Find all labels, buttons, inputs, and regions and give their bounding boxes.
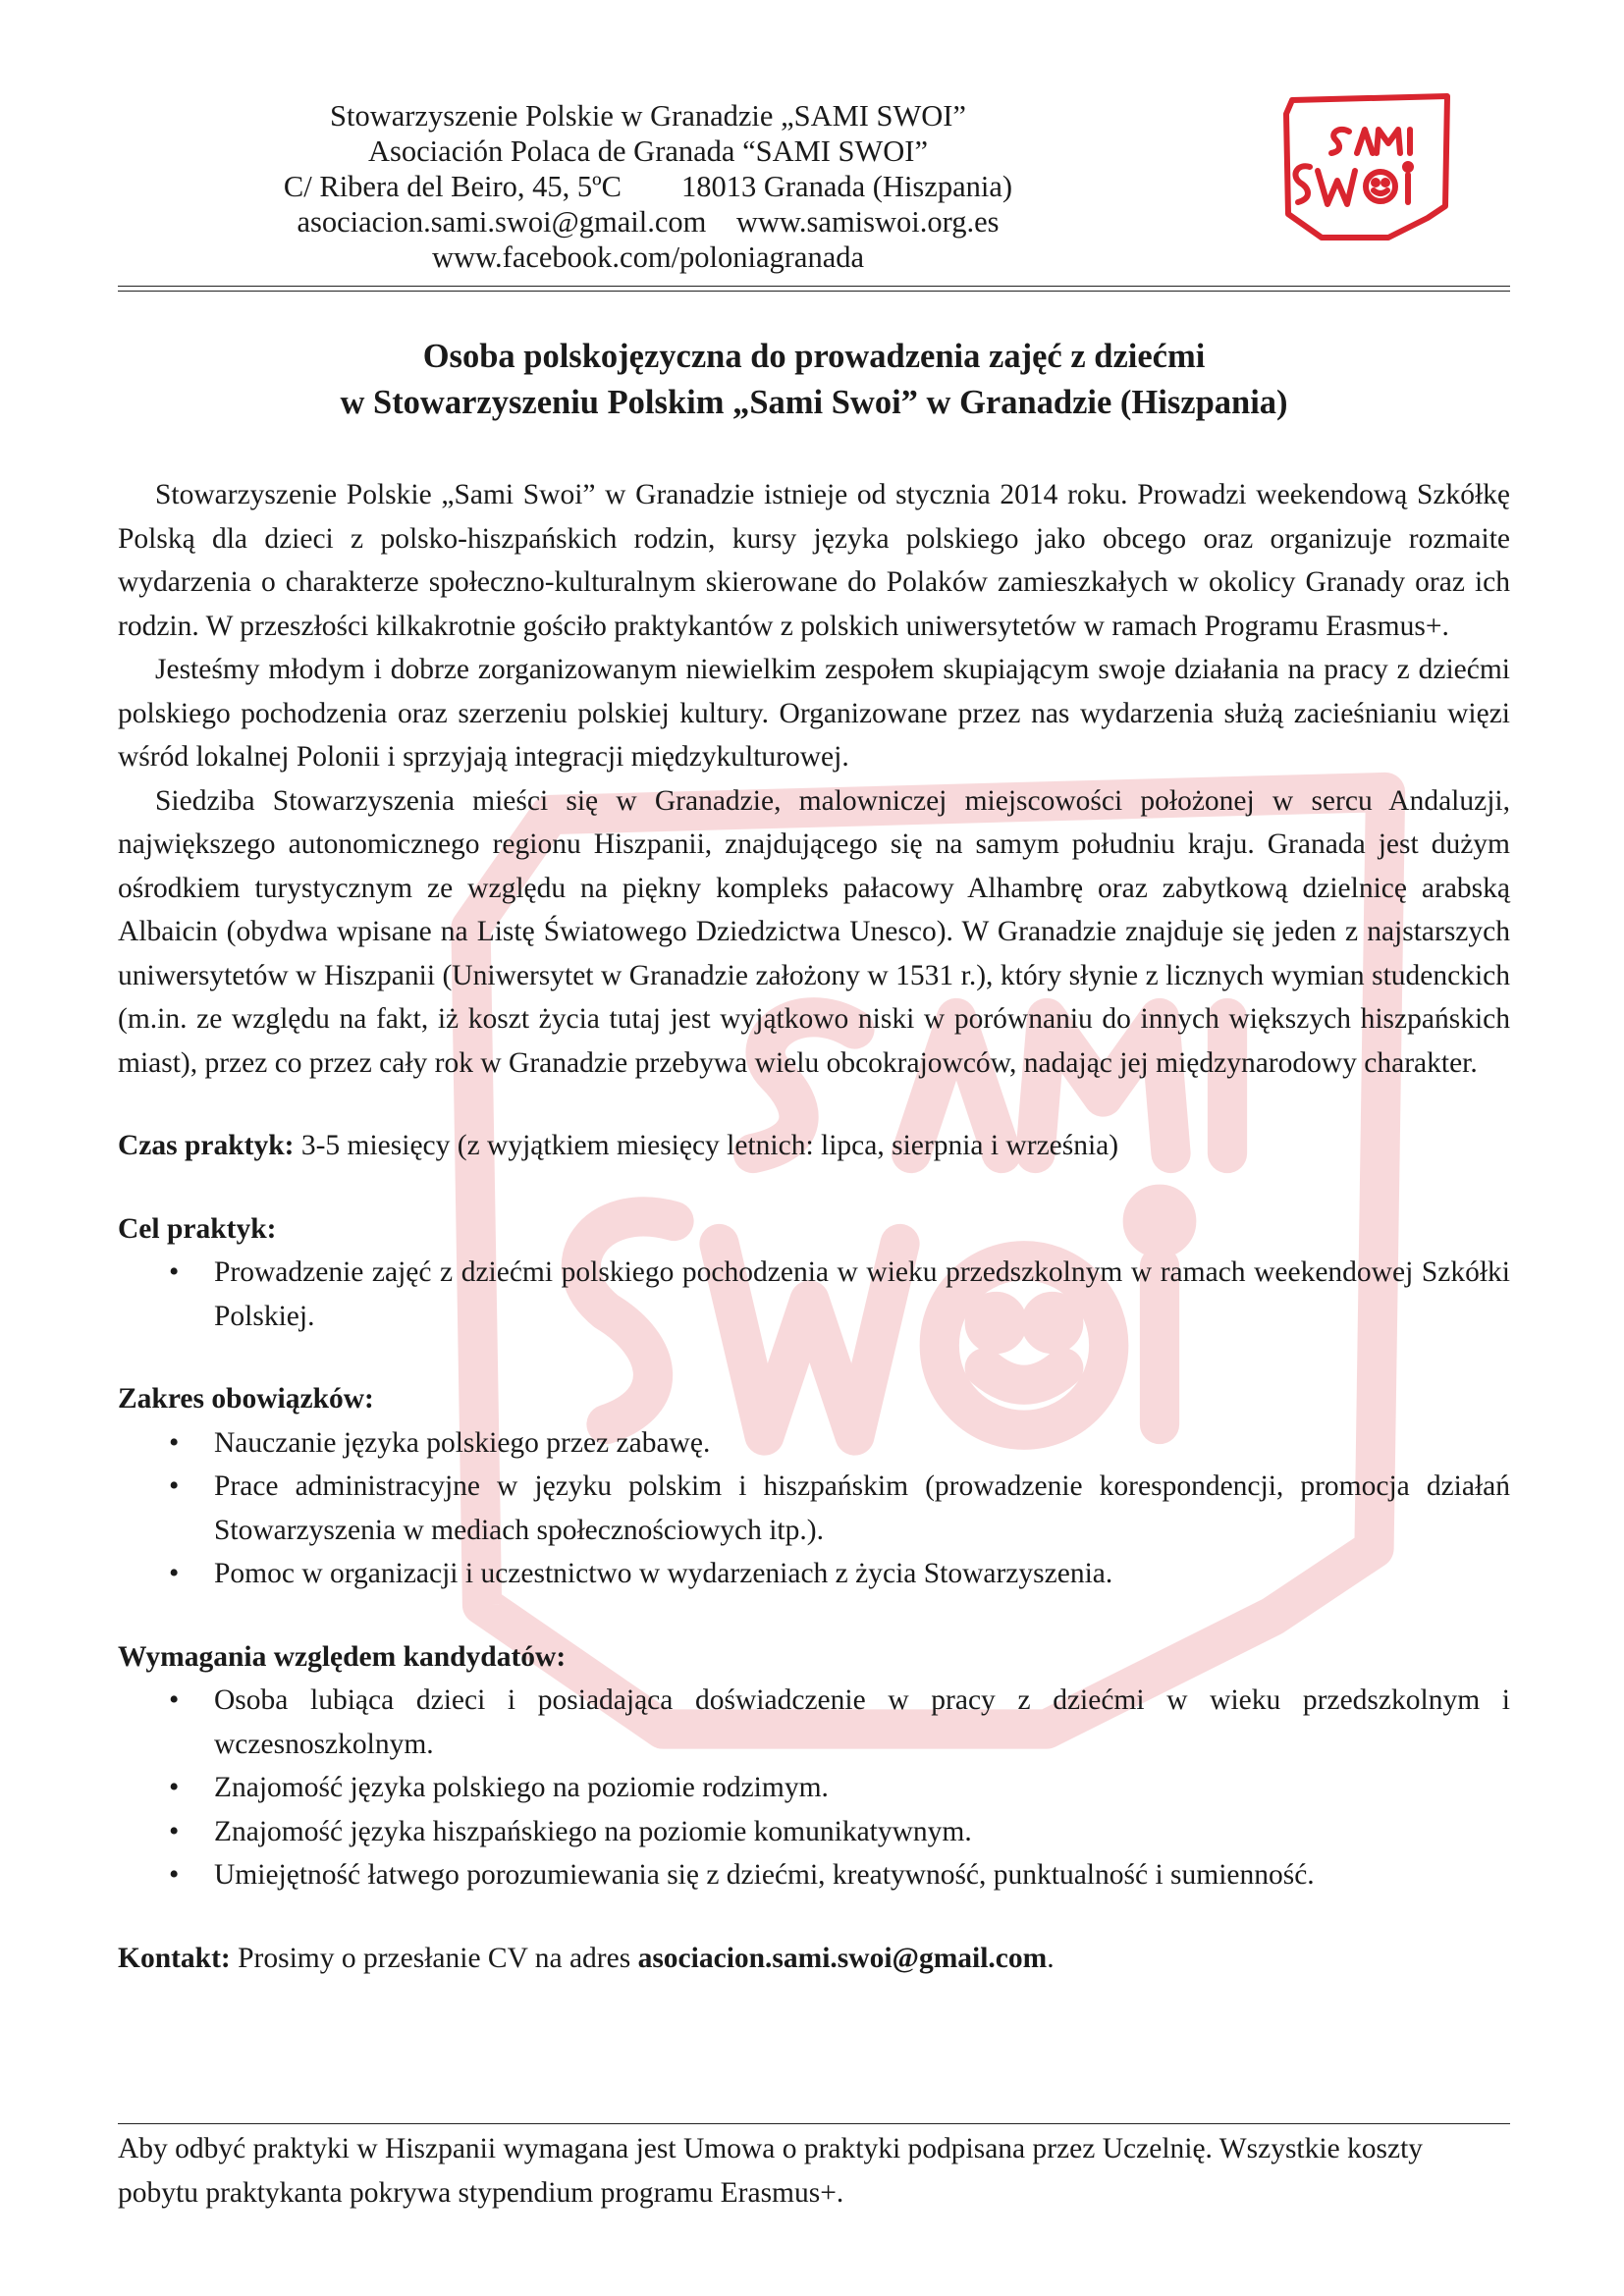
goal-list bbox=[118, 1251, 1510, 1338]
list-item: • Prace administracyjne w języku polskim i hiszpańskim (prowadzenie korespondencji, promocja działań Stowarzyszenia w mediach społecznościowych itp.). bbox=[118, 1465, 1510, 1552]
list-item: • Znajomość języka polskiego na poziomie rodzimym. bbox=[118, 1766, 1510, 1810]
footer-rule bbox=[118, 2123, 1510, 2124]
letterhead bbox=[118, 98, 1178, 275]
org-name-polish: Stowarzyszenie Polskie w Granadzie „SAMI SWOI” bbox=[330, 99, 966, 133]
requirements-heading: Wymagania względem kandydatów: bbox=[118, 1640, 567, 1673]
list-item: • Nauczanie języka polskiego przez zabawę. bbox=[118, 1421, 1510, 1466]
goal-heading: Cel praktyk: bbox=[118, 1212, 277, 1245]
bullet-icon: • bbox=[169, 1426, 180, 1459]
org-facebook: www.facebook.com/poloniagranada bbox=[431, 240, 865, 274]
duration-label: Czas praktyk: bbox=[118, 1130, 295, 1161]
list-item: • Osoba lubiąca dzieci i posiadająca doświadczenie w pracy z dziećmi w wieku przedszkolnym i wczesnoszkolnym. bbox=[118, 1679, 1510, 1766]
list-item: • Umiejętność łatwego porozumiewania się z dziećmi, kreatywność, punktualność i sumienność. bbox=[118, 1853, 1510, 1897]
header-rule bbox=[118, 286, 1510, 287]
title-line-1: Osoba polskojęzyczna do prowadzenia zajęć z dziećmi bbox=[422, 338, 1206, 375]
bullet-icon: • bbox=[169, 1558, 180, 1589]
footer-note: Aby odbyć praktyki w Hiszpanii wymagana jest Umowa o praktyki podpisana przez Uczelnię. Wszystkie koszty pobytu praktykanta pokrywa stypendium programu Erasmus+. bbox=[118, 2133, 1424, 2209]
intro-paragraph-3: Siedziba Stowarzyszenia mieści się w Granadzie, malowniczej miejscowości położonej w sercu Andaluzji, największego autonomicznego regionu Hiszpanii, znajdującego się na samym południu kraju. Granada jest dużym ośrodkiem turystycznym ze względu na piękny kompleks pałacowy Alhambrę oraz zabytkową dzielnicę arabską Albaicin (obydwa wpisane na Listę Światowego Dziedzictwa Unesco). W Granadzie znajduje się jeden z najstarszych uniwersytetów w Hiszpanii (Uniwersytet w Granadzie założony w 1531 r.), który słynie z licznych wymian studenckich (m.in. ze względu na fakt, iż koszt życia tutaj jest wyjątkowo niski w porównaniu do innych większych hiszpańskich miast), przez co przez cały rok w Granadzie przebywa wielu obcokrajowców, nadając jej międzynarodowy charakter. bbox=[118, 784, 1510, 1079]
intro-paragraph-2: Jesteśmy młodym i dobrze zorganizowanym niewielkim zespołem skupiającym swoje działania na pracy z dziećmi polskiego pochodzenia oraz szerzeniu polskiej kultury. Organizowane przez nas wydarzenia służą zacieśnianiu więzi wśród lokalnej Polonii i sprzyjają integracji międzykulturowej. bbox=[118, 654, 1510, 773]
bullet-icon: • bbox=[169, 1772, 180, 1803]
intro-paragraph-1: Stowarzyszenie Polskie „Sami Swoi” w Granadzie istnieje od stycznia 2014 roku. Prowadzi weekendową Szkółkę Polską dla dzieci z polsko-hiszpańskich rodzin, kursy języka polskiego jako obcego oraz organizuje rozmaite wydarzenia o charakterze społeczno-kulturalnym skierowane do Polaków zamieszkałych w okolicy Granady oraz ich rodzin. W przeszłości kilkakrotnie gościło praktykantów z polskich uniwersytetów w ramach Programu Erasmus+. bbox=[118, 479, 1510, 642]
header-rule-second bbox=[118, 291, 1510, 292]
bullet-icon: • bbox=[169, 1256, 180, 1288]
contact-text: Prosimy o przesłanie CV na adres bbox=[230, 1942, 638, 1974]
duties-heading: Zakres obowiązków: bbox=[118, 1383, 374, 1415]
list-item: • Znajomość języka hiszpańskiego na poziomie komunikatywnym. bbox=[118, 1810, 1510, 1854]
title-line-2: w Stowarzyszeniu Polskim „Sami Swoi” w Granadzie (Hiszpania) bbox=[340, 384, 1288, 421]
bullet-icon: • bbox=[169, 1684, 180, 1716]
contact-label: Kontakt: bbox=[118, 1942, 231, 1974]
org-address: C/ Ribera del Beiro, 45, 5ºC 18013 Granada (Hiszpania) bbox=[283, 170, 1013, 203]
list-item: • Pomoc w organizacji i uczestnictwo w wydarzeniach z życia Stowarzyszenia. bbox=[118, 1552, 1510, 1596]
contact-email-link[interactable]: asociacion.sami.swoi@gmail.com bbox=[637, 1942, 1048, 1974]
org-email-website: asociacion.sami.swoi@gmail.com www.samiswoi.org.es bbox=[297, 205, 1000, 239]
org-name-spanish: Asociación Polaca de Granada “SAMI SWOI” bbox=[368, 134, 928, 168]
duration-line bbox=[118, 1124, 1510, 1168]
bullet-icon: • bbox=[169, 1470, 180, 1502]
duties-list bbox=[118, 1421, 1510, 1596]
contact-line: Kontakt: Prosimy o przesłanie CV na adres asociacion.sami.swoi@gmail.com. bbox=[118, 1942, 1055, 1974]
list-item: • Prowadzenie zajęć z dziećmi polskiego pochodzenia w wieku przedszkolnym w ramach weekendowej Szkółki Polskiej. bbox=[118, 1251, 1510, 1338]
duration-value: 3-5 miesięcy (z wyjątkiem miesięcy letnich: lipca, sierpnia i września) bbox=[294, 1130, 1119, 1161]
document-body bbox=[118, 473, 1510, 1980]
document-title bbox=[118, 334, 1510, 426]
sami-swoi-logo bbox=[1259, 88, 1455, 255]
bullet-icon: • bbox=[169, 1859, 180, 1891]
requirements-list bbox=[118, 1679, 1510, 1897]
bullet-icon: • bbox=[169, 1815, 180, 1847]
